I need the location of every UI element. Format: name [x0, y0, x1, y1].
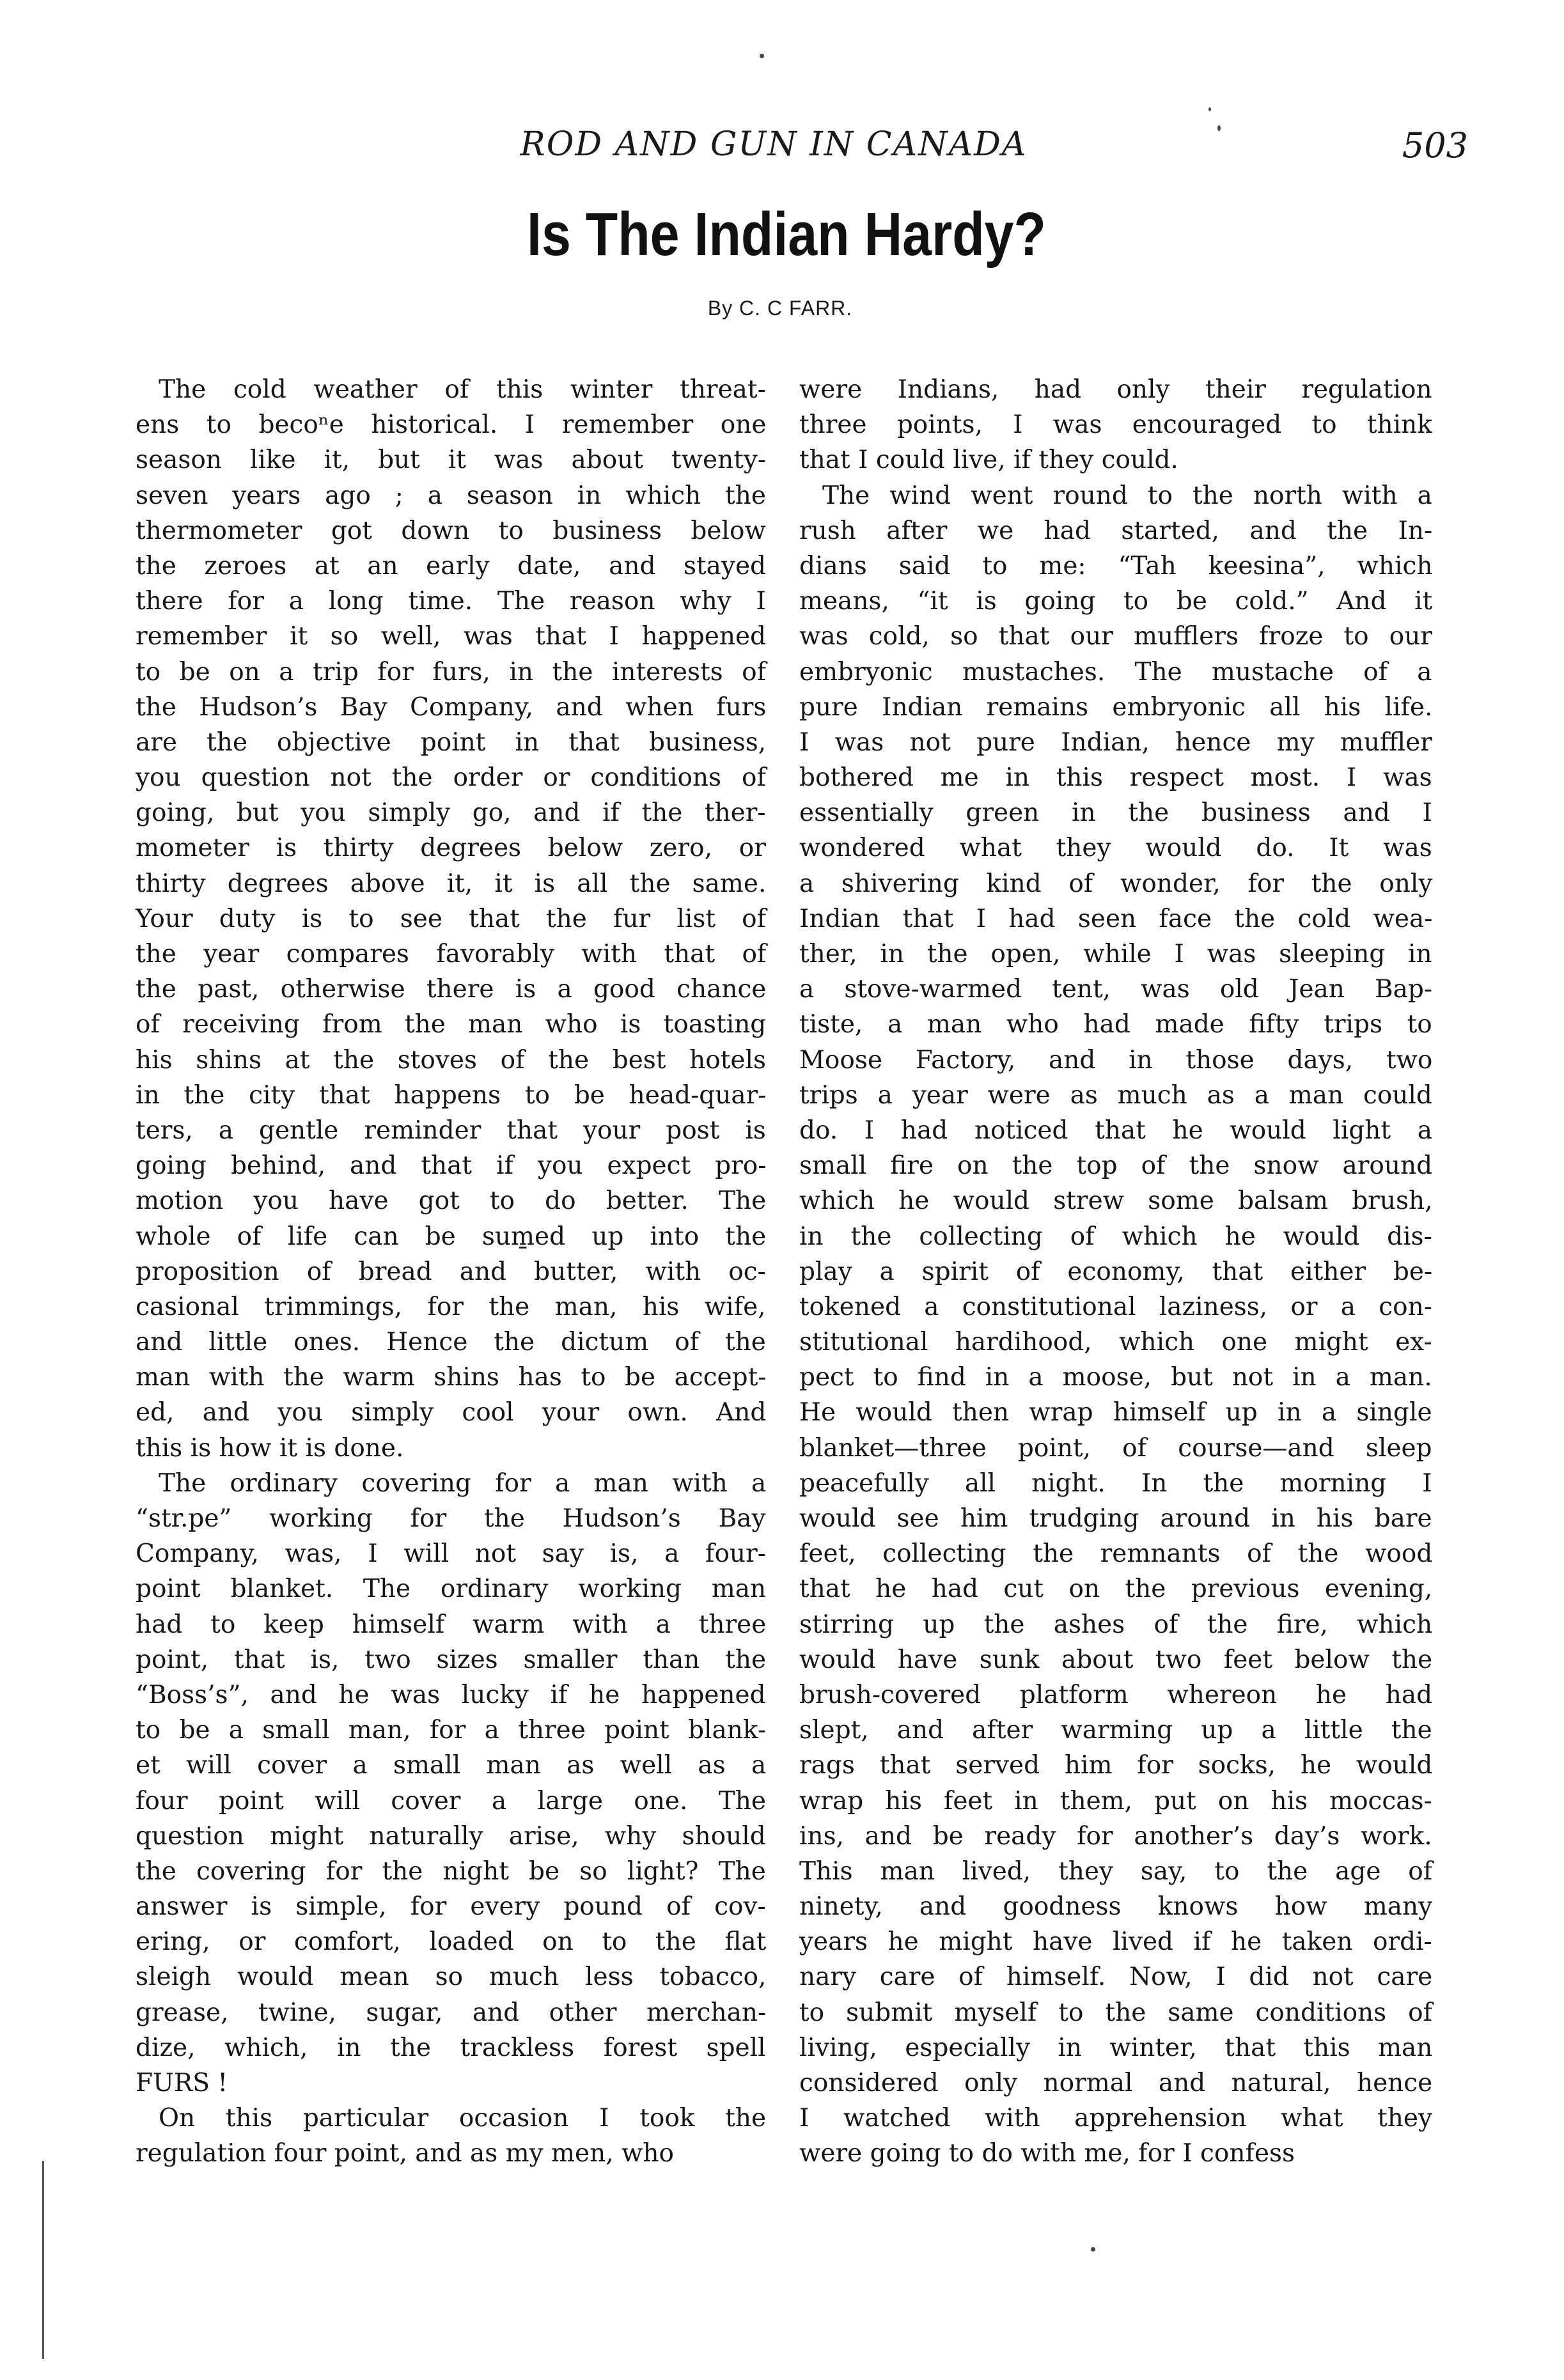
text-line: you question not the order or conditions of — [136, 763, 766, 793]
text-line: et will cover a small man as well as a — [136, 1751, 767, 1780]
text-line: seven years ago ; a season in which the — [136, 481, 766, 510]
text-line: I watched with apprehension what they — [799, 2104, 1432, 2133]
text-line: embryonic mustaches. The mustache of a — [799, 657, 1432, 687]
text-line: considered only normal and natural, hence — [799, 2069, 1433, 2097]
text-line: season like it, but it was about twenty- — [136, 446, 767, 475]
text-line: to be on a trip for furs, in the interests of — [136, 657, 767, 687]
text-line: answer is simple, for every pound of cov- — [136, 1892, 766, 1922]
text-line: grease, twine, sugar, and other merchan- — [136, 1998, 767, 2027]
text-line: of receiving from the man who is toasting — [136, 1010, 767, 1039]
text-line: the year compares favorably with that of — [136, 940, 767, 968]
text-line: wondered what they would do. It was — [799, 834, 1432, 863]
text-line: living, especially in winter, that this man — [799, 2033, 1433, 2062]
text-line: thirty degrees above it, it is all the same. — [136, 869, 767, 898]
text-line: a shivering kind of wonder, for the only — [799, 869, 1433, 898]
running-head-title: ROD AND GUN IN CANADA — [520, 125, 1028, 164]
text-line: brush-covered platform whereon he had — [799, 1680, 1433, 1709]
text-line: his shins at the stoves of the best hotels — [136, 1045, 766, 1075]
text-line: three points, I was encouraged to think — [799, 410, 1432, 440]
text-line: regulation four point, and as my men, who — [136, 2139, 675, 2168]
text-line: stirring up the ashes of the fire, which — [799, 1610, 1433, 1639]
text-line: pure Indian remains embryonic all his life. — [799, 692, 1433, 722]
text-line: point, that is, two sizes smaller than the — [136, 1645, 767, 1674]
text-line: man with the warm shins has to be accept- — [136, 1363, 767, 1392]
text-line: would have sunk about two feet below the — [799, 1645, 1433, 1674]
text-line: ninety, and goodness knows how many — [799, 1892, 1433, 1922]
text-line: ens to becoⁿe historical. I remember one — [136, 410, 767, 440]
text-line: ed, and you simply cool your own. And — [136, 1398, 767, 1427]
text-line: FURS ! — [136, 2069, 228, 2097]
text-line: are the objective point in that business, — [136, 727, 767, 757]
text-line: rush after we had started, and the In- — [799, 516, 1433, 545]
scan-speck — [1208, 107, 1211, 111]
text-line: point blanket. The ordinary working man — [136, 1575, 767, 1604]
scan-speck — [1217, 125, 1221, 131]
text-line: tokened a constitutional laziness, or a con- — [799, 1292, 1432, 1321]
text-line: means, “it is going to be cold.” And it — [799, 587, 1433, 616]
text-line: there for a long time. The reason why I — [136, 587, 766, 616]
text-line: had to keep himself warm with a three — [136, 1610, 767, 1639]
text-line: going behind, and that if you expect pro- — [136, 1151, 767, 1181]
text-line: play a spirit of economy, that either be- — [799, 1257, 1433, 1286]
article-byline: By C. C FARR. — [707, 297, 853, 320]
text-line: going, but you simply go, and if the ther- — [136, 798, 766, 828]
text-line: essentially green in the business and I — [799, 798, 1432, 828]
text-line: were Indians, had only their regulation — [799, 375, 1432, 404]
text-line: Moose Factory, and in those days, two — [799, 1045, 1433, 1075]
text-line: in the collecting of which he would dis- — [799, 1222, 1432, 1251]
text-line: remember it so well, was that I happened — [136, 622, 766, 651]
text-line: four point will cover a large one. The — [136, 1786, 766, 1816]
text-line: nary care of himself. Now, I did not care — [799, 1963, 1433, 1992]
text-line: in the city that happens to be head-quar- — [136, 1080, 767, 1110]
scan-speck — [1091, 2247, 1095, 2252]
text-line: question might naturally arise, why should — [136, 1821, 766, 1851]
text-line: bothered me in this respect most. I was — [799, 763, 1432, 793]
text-line: ering, or comfort, loaded on to the flat — [136, 1927, 767, 1957]
text-line: ther, in the open, while I was sleeping in — [799, 940, 1432, 968]
article-title: Is The Indian Hardy? — [527, 200, 1046, 268]
text-line: a stove-warmed tent, was old Jean Bap- — [799, 975, 1433, 1004]
text-line: The cold weather of this winter threat- — [159, 375, 766, 404]
text-line: Indian that I had seen face the cold wea- — [799, 904, 1433, 933]
text-line: This man lived, they say, to the age of — [799, 1856, 1433, 1886]
text-line: pect to find in a moose, but not in a man. — [799, 1363, 1432, 1392]
text-line: peacefully all night. In the morning I — [799, 1468, 1432, 1498]
text-line: the past, otherwise there is a good chance — [136, 975, 767, 1004]
text-line: On this particular occasion I took the — [159, 2104, 767, 2133]
text-line: I was not pure Indian, hence my muffler — [799, 727, 1432, 757]
text-line: whole of life can be sum̱ed up into the — [136, 1222, 767, 1251]
text-line: ters, a gentle reminder that your post is — [136, 1116, 766, 1145]
text-line: slept, and after warming up a little the — [799, 1716, 1432, 1745]
text-line: Your duty is to see that the fur list of — [136, 904, 767, 933]
text-line: blanket—three point, of course—and sleep — [799, 1433, 1432, 1463]
text-column-left — [136, 372, 766, 2172]
text-line: casional trimmings, for the man, his wife, — [136, 1292, 766, 1321]
text-line: wrap his feet in them, put on his moccas- — [799, 1786, 1432, 1816]
text-line: this is how it is done. — [136, 1433, 404, 1463]
text-line: ins, and be ready for another’s day’s work. — [799, 1821, 1432, 1851]
text-line: were going to do with me, for I confess — [799, 2139, 1295, 2168]
text-line: was cold, so that our mufflers froze to our — [799, 622, 1433, 651]
text-line: that I could live, if they could. — [799, 446, 1178, 475]
text-line: which he would strew some balsam brush, — [799, 1186, 1433, 1216]
text-line: would see him trudging around in his bare — [799, 1504, 1432, 1533]
text-line: the Hudson’s Bay Company, and when furs — [136, 692, 767, 722]
text-line: to be a small man, for a three point blank- — [136, 1716, 767, 1745]
text-line: He would then wrap himself up in a single — [799, 1398, 1432, 1427]
text-line: feet, collecting the remnants of the wood — [799, 1539, 1433, 1569]
text-line: to submit myself to the same conditions of — [799, 1998, 1433, 2027]
scan-speck — [760, 54, 764, 58]
text-line: tiste, a man who had made fifty trips to — [799, 1010, 1432, 1039]
text-line: “Boss’s”, and he was lucky if he happened — [136, 1680, 766, 1709]
text-line: Company, was, I will not say is, a four- — [136, 1539, 766, 1569]
page-number: 503 — [1402, 125, 1468, 166]
text-line: and little ones. Hence the dictum of the — [136, 1328, 766, 1357]
text-line: trips a year were as much as a man could — [799, 1080, 1432, 1110]
text-line: the zeroes at an early date, and stayed — [136, 551, 766, 580]
text-line: motion you have got to do better. The — [136, 1186, 767, 1216]
text-line: stitutional hardihood, which one might ex- — [799, 1328, 1432, 1357]
text-line: the covering for the night be so light? The — [136, 1856, 766, 1886]
text-line: dize, which, in the trackless forest spell — [136, 2033, 766, 2062]
text-line: sleigh would mean so much less tobacco, — [136, 1963, 767, 1992]
text-line: mometer is thirty degrees below zero, or — [136, 834, 766, 863]
text-line: small fire on the top of the snow around — [799, 1151, 1433, 1181]
text-column-right — [799, 372, 1432, 2172]
text-line: The ordinary covering for a man with a — [159, 1468, 767, 1498]
text-line: rags that served him for socks, he would — [799, 1751, 1433, 1780]
scan-edge-line — [42, 2161, 44, 2359]
text-line: thermometer got down to business below — [136, 516, 766, 545]
text-line: proposition of bread and butter, with oc- — [136, 1257, 766, 1286]
text-line: The wind went round to the north with a — [822, 481, 1432, 510]
text-line: “str.pe” working for the Hudson’s Bay — [136, 1504, 766, 1533]
text-line: do. I had noticed that he would light a — [799, 1116, 1432, 1145]
text-line: dians said to me: “Tah keesina”, which — [799, 551, 1433, 580]
text-line: that he had cut on the previous evening, — [799, 1575, 1433, 1604]
text-line: years he might have lived if he taken ordi- — [799, 1927, 1432, 1957]
